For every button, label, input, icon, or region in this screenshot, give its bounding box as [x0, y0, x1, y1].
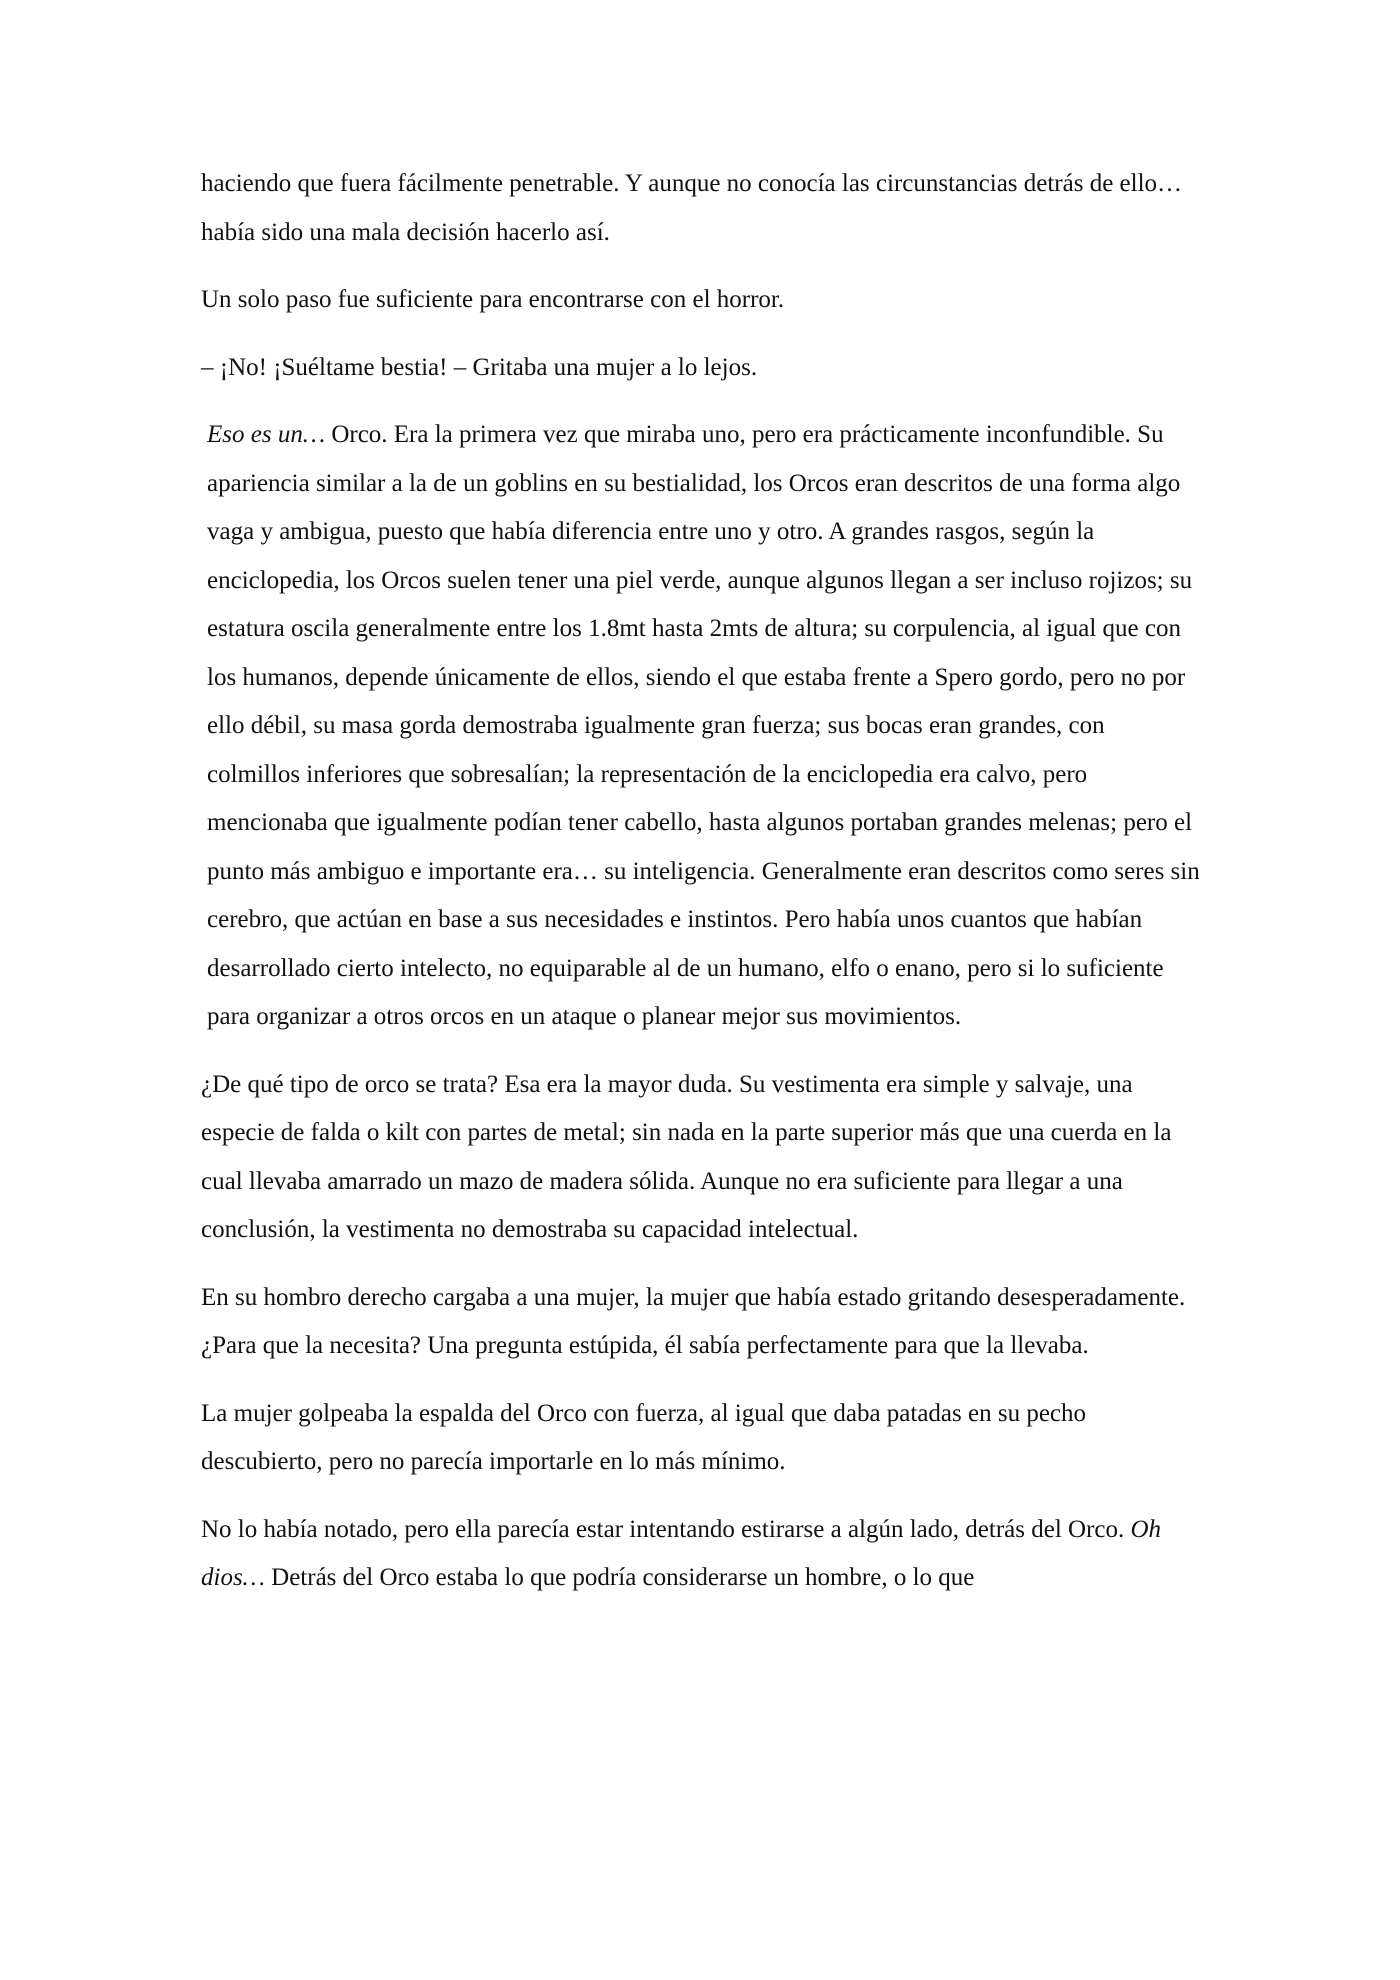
- italic-thought: Oh dios…: [201, 1515, 1162, 1591]
- paragraph-4: [201, 411, 1202, 1042]
- paragraph-2: [201, 276, 1202, 325]
- text-run: haciendo que fuera fácilmente penetrable. Y aunque no conocía las circunstancias detrás de ello… había sido una mala decisión hacerlo así.: [201, 170, 1183, 246]
- text-run: En su hombro derecho cargaba a una mujer, la mujer que había estado gritando desesperadamente. ¿Para que la necesita? Una pregunta estúpida, él sabía perfectamente para que la llevaba.: [201, 1283, 1186, 1359]
- paragraph-8: [201, 1506, 1202, 1603]
- text-run: Detrás del Orco estaba lo que podría considerarse un hombre, o lo que: [264, 1564, 975, 1591]
- paragraph-3: [201, 344, 1202, 393]
- paragraph-1: [201, 160, 1202, 257]
- paragraph-7: [201, 1390, 1202, 1487]
- text-run: Orco. Era la primera vez que miraba uno, pero era prácticamente inconfundible. Su apariencia similar a la de un goblins en su bestialidad, los Orcos eran descritos de una forma algo vaga y ambigua, puesto que había diferencia entre uno y otro. A grandes rasgos, según la enciclopedia, los Orcos suelen tener una piel verde, aunque algunos llegan a ser incluso rojizos; su estatura oscila generalmente entre los 1.8mt hasta 2mts de altura; su corpulencia, al igual que con los humanos, depende únicamente de ellos, siendo el que estaba frente a Spero gordo, pero no por ello débil, su masa gorda demostraba igualmente gran fuerza; sus bocas eran grandes, con colmillos inferiores que sobresalían; la representación de la enciclopedia era calvo, pero mencionaba que igualmente podían tener cabello, hasta algunos portaban grandes melenas; pero el punto más ambiguo e importante era… su inteligencia. Generalmente eran descritos como seres sin cerebro, que actúan en base a sus necesidades e instintos. Pero había unos cuantos que habían desarrollado cierto intelecto, no equiparable al de un humano, elfo o enano, pero si lo suficiente para organizar a otros orcos en un ataque o planear mejor sus movimientos.: [207, 421, 1200, 1030]
- paragraph-5: [201, 1061, 1202, 1255]
- italic-thought: Eso es un…: [207, 421, 326, 448]
- text-run: La mujer golpeaba la espalda del Orco con fuerza, al igual que daba patadas en su pecho descubierto, pero no parecía importarle en lo más mínimo.: [201, 1399, 1087, 1475]
- dialogue-line: – ¡No! ¡Suéltame bestia! – Gritaba una mujer a lo lejos.: [201, 353, 758, 381]
- text-run: ¿De qué tipo de orco se trata? Esa era la mayor duda. Su vestimenta era simple y salvaje, una especie de falda o kilt con partes de metal; sin nada en la parte superior más que una cuerda en la cual llevaba amarrado un mazo de madera sólida. Aunque no era suficiente para llegar a una conclusión, la vestimenta no demostraba su capacidad intelectual.: [201, 1070, 1172, 1243]
- paragraph-6: [201, 1274, 1202, 1371]
- text-run: Un solo paso fue suficiente para encontrarse con el horror.: [201, 286, 785, 313]
- text-run: No lo había notado, pero ella parecía estar intentando estirarse a algún lado, detrás del Orco.: [201, 1515, 1131, 1543]
